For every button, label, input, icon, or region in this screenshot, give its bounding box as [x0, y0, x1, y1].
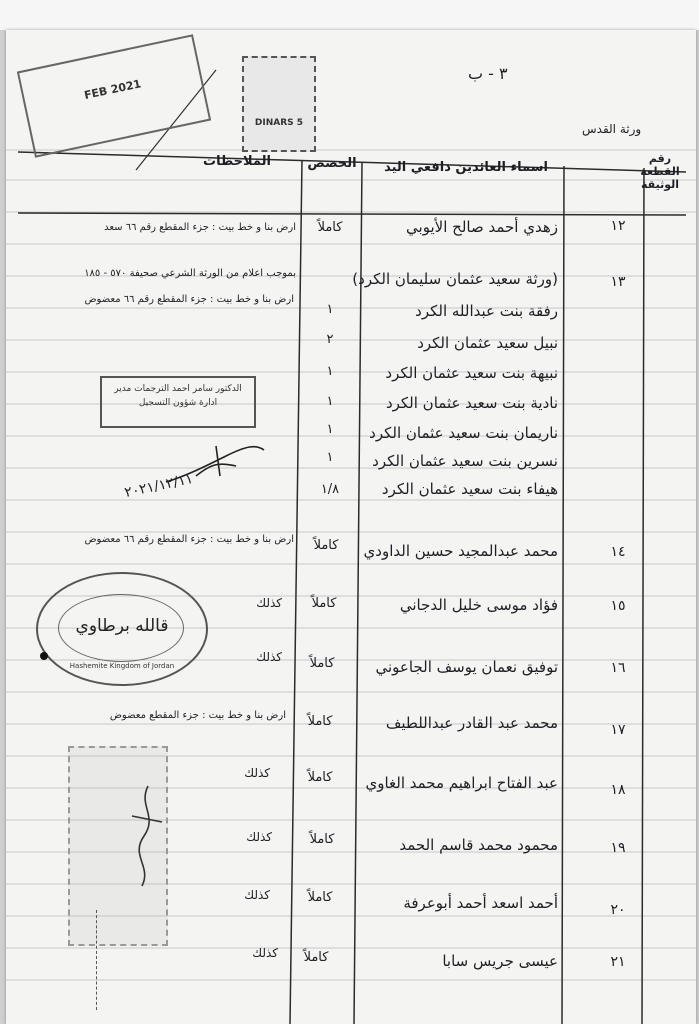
- left-edge-scribble: [96, 910, 111, 1010]
- header-col-number: رقم القطعة الوثيقة: [640, 152, 680, 191]
- row-name: زهدي أحمد صالح الأيوبي: [406, 218, 558, 236]
- row-number: ١٨: [610, 782, 626, 798]
- row-share: ١: [326, 394, 334, 409]
- row-number: ١٧: [610, 722, 626, 738]
- row-name: فؤاد موسى خليل الدجاني: [399, 596, 558, 614]
- row-remark: كذلك: [252, 946, 278, 960]
- row-number: ١٩: [610, 840, 626, 856]
- header-col-names: اسماء العائدين دافعي اليد: [384, 160, 548, 175]
- row-number: ١٤: [610, 544, 626, 560]
- row-share: كاملاً: [313, 538, 339, 553]
- row-name: (ورثة سعيد عثمان سليمان الكرد): [352, 270, 558, 288]
- row-remark: كذلك: [256, 650, 282, 664]
- row-remark: كذلك: [246, 830, 272, 844]
- oval-stamp-text: قالله برطاوي: [75, 616, 169, 636]
- row-name: هيفاء بنت سعيد عثمان الكرد: [381, 480, 558, 498]
- row-share: ١: [326, 302, 334, 317]
- photo-background-strip: [0, 0, 699, 30]
- row-name: محمد عبد القادر عبداللطيف: [385, 714, 558, 732]
- row-remark: كذلك: [244, 888, 270, 902]
- row-name: نسرين بنت سعيد عثمان الكرد: [372, 452, 558, 470]
- ink-dot: [40, 652, 48, 660]
- row-name: نبيهة بنت سعيد عثمان الكرد: [385, 364, 558, 382]
- row-number: ١٢: [610, 218, 626, 234]
- row-remark: ارض بنا و خط بيت : جزء المقطع رقم ٦٦ سعد: [104, 222, 296, 233]
- vertical-signature: [118, 776, 178, 896]
- row-share: كاملاً: [317, 220, 343, 235]
- header-col-remarks: الملاحظات: [203, 154, 271, 169]
- row-name: عيسى جريس سابا: [442, 952, 558, 970]
- row-remark: كذلك: [244, 766, 270, 780]
- row-share: ١: [326, 364, 334, 379]
- row-share: ١/٨: [320, 482, 340, 497]
- oval-stamp-subtext: Hashemite Kingdom of Jordan: [69, 662, 175, 670]
- row-share: كاملاً: [307, 714, 333, 729]
- row-number: ١٦: [610, 660, 626, 676]
- row-number: ١٣: [610, 274, 626, 290]
- row-remark: ارض بنا و خط بيت : جزء المقطع معضوض: [109, 710, 286, 721]
- row-remark: بموجب اعلام من الورثة الشرعي صحيفة ٥٧٠ - ١٨٥: [84, 268, 296, 279]
- row-remark: ارض بنا و خط بيت : جزء المقطع رقم ٦٦ معضوض: [84, 534, 294, 545]
- row-number: ١٥: [610, 598, 626, 614]
- signature-date: ٢٠٢١/١٢/١١: [123, 470, 195, 502]
- row-number: ٢١: [610, 954, 626, 970]
- row-name: محمد عبدالمجيد حسين الداودي: [363, 542, 558, 560]
- document-page: [6, 30, 696, 1024]
- official-stamp: [100, 376, 256, 428]
- corner-note: ورثة القدس: [582, 122, 642, 136]
- row-share: ١: [326, 450, 334, 465]
- row-share: كاملاً: [311, 596, 337, 611]
- row-name: أحمد اسعد أحمد أبوعرفة: [403, 894, 558, 912]
- revenue-stamp-text: 5 DINARS: [254, 118, 304, 128]
- row-share: كاملاً: [309, 656, 335, 671]
- row-name: رفقة بنت عبدالله الكرد: [415, 302, 558, 320]
- row-share: كاملاً: [309, 832, 335, 847]
- row-name: محمود محمد قاسم الحمد: [399, 836, 558, 854]
- oval-stamp: [36, 572, 208, 686]
- row-share: كاملاً: [307, 770, 333, 785]
- revenue-stamp: [242, 56, 316, 152]
- row-remark: كذلك: [256, 596, 282, 610]
- row-share: ١: [326, 422, 334, 437]
- row-name: عبد الفتاح ابراهيم محمد الغاوي: [365, 774, 558, 792]
- row-share: كاملاً: [303, 950, 329, 965]
- row-name: نادية بنت سعيد عثمان الكرد: [385, 394, 558, 412]
- row-share: ٢: [326, 332, 334, 347]
- official-stamp-text: الدكتور سامر احمد الترجمات مدير ادارة شؤون التسجيل: [114, 384, 242, 408]
- row-share: كاملاً: [307, 890, 333, 905]
- date-stamp-text: FEB 2021: [82, 77, 143, 103]
- row-remark: ارض بنا و خط بيت : جزء المقطع رقم ٦٦ معضوض: [84, 294, 294, 305]
- header-col-shares: الحصص: [307, 156, 357, 171]
- row-name: نبيل سعيد عثمان الكرد: [417, 334, 558, 352]
- row-number: ٢٠: [610, 902, 626, 918]
- page-mark: ٣ - ب: [468, 64, 508, 83]
- row-name: توفيق نعمان يوسف الجاعوني: [375, 658, 558, 676]
- row-name: ناريمان بنت سعيد عثمان الكرد: [369, 424, 558, 442]
